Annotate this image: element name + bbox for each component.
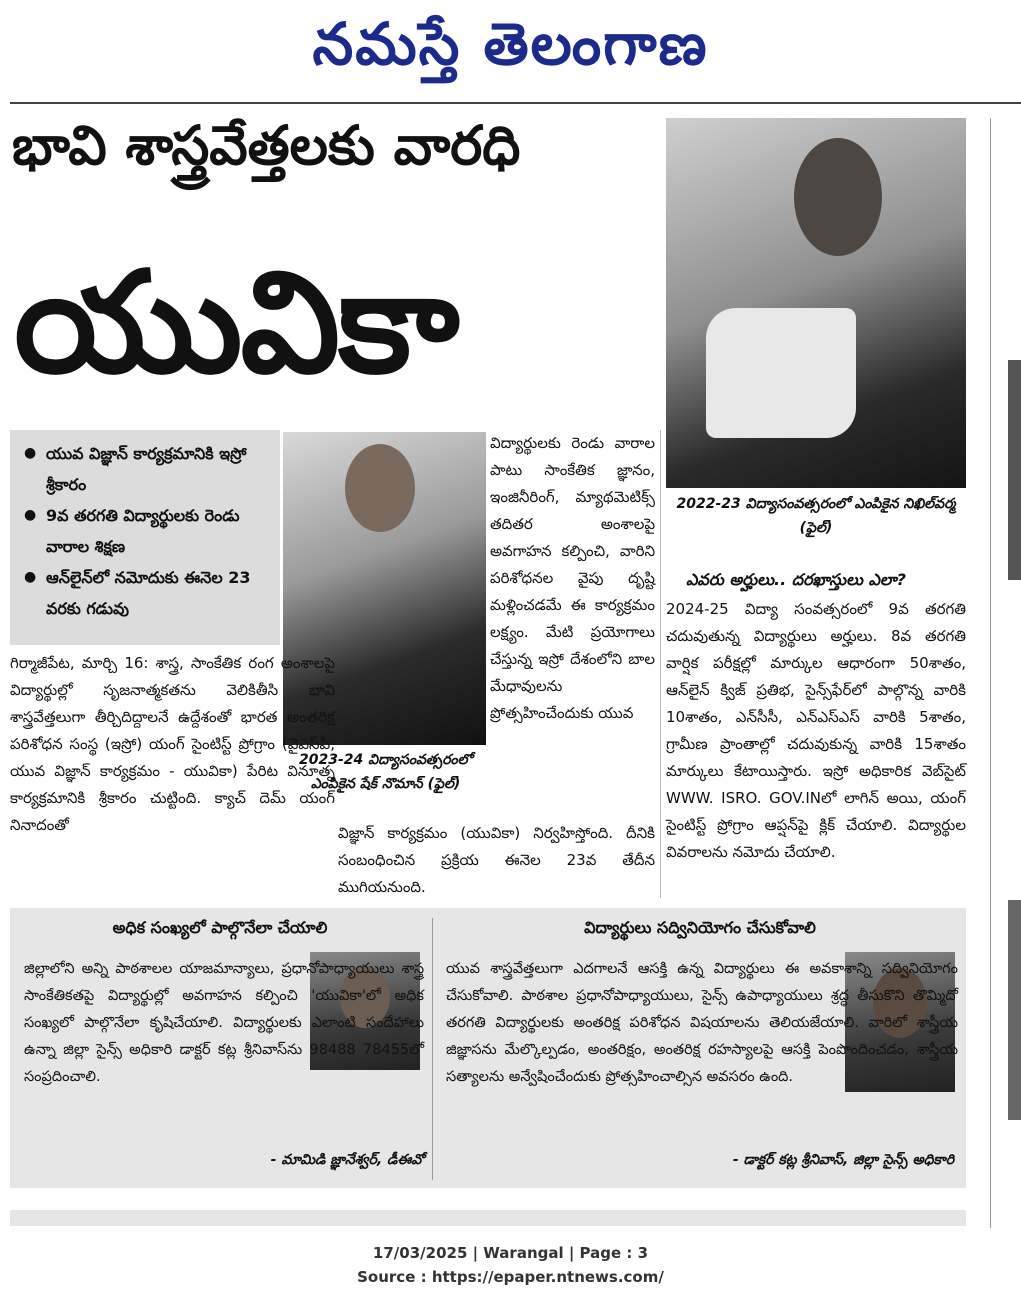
footer-source-link[interactable]: Source : https://epaper.ntnews.com/ (357, 1268, 664, 1286)
highlight-item: ● ఆన్‌లైన్‌లో నమోదుకు ఈనెల 23 వరకు గడువు (24, 562, 274, 624)
column-1-text: గిర్మాజీపేట, మార్చి 16: శాస్త్ర, సాంకేతిక రంగ అంశాలపై విద్యార్థుల్లో సృజనాత్మకతను వెలికితీసి భావి శాస్త్రవేత్తలుగా తీర్చిదిద్దాలనే ఉద్దేశంతో భారత అంతరిక్ష పరిశోధన సంస్థ (ఇస్రో) యంగ్ సైంటిస్ట్ ప్రోగ్రాం (వైఎస్‌పీ, యువ విజ్ఞాన్ కార్యక్రమం - యువికా) పేరిట వినూత్న కార్యక్రమానికి శ్రీకారం చుట్టింది. క్యాచ్ దెమ్ యంగ్ నినాదంతో (10, 654, 335, 834)
rocket-model (706, 308, 856, 438)
column-2-top-text: విద్యార్థులకు రెండు వారాల పాటు సాంకేతిక జ్ఞానం, ఇంజినీరింగ్, మ్యాథమెటిక్స్ తదితర అంశాలపై అవగాహన కల్పించి, వారిని పరిశోధనల వైపు దృష్టి మళ్లించడమే ఈ కార్యక్రమం లక్ష్యం. మేటి ప్రయోగాలు చేస్తున్న ఇస్రో దేశంలోని బాల మేధావులను ప్రోత్సహించేందుకు యువ (490, 434, 655, 722)
adjacent-photo-strip (1008, 360, 1021, 580)
box2-text: యువ శాస్త్రవేత్తలుగా ఎదగాలనే ఆసక్తి ఉన్న విద్యార్థులు ఈ అవకాశాన్ని సద్వినియోగం చేసుకోవాలి. పాఠశాల ప్రధానోపాధ్యాయులు, సైన్స్ ఉపాధ్యాయులు శ్రద్ధ తీసుకొని తొమ్మిదో తరగతి విద్యార్థులకు అంతరిక్ష పరిశోధన విషయాలను తెలియజేయాలి. వారిలో శాస్త్రీయ జిజ్ఞాసను మేల్కొల్పడం, అంతరిక్షం, అంతరిక్ష రహస్యాలపై ఆసక్తి పెంపొందించడం, శాస్త్రీయ సత్యాలను అన్వేషించేందుకు ప్రోత్సహించాల్సిన అవసరం ఉంది. (446, 961, 958, 1085)
eligibility-text: 2024-25 విద్యా సంవత్సరంలో 9వ తరగతి చదువుతున్న విద్యార్థులు అర్హులు. 8వ తరగతి వార్షిక పరీక్షల్లో మార్కుల ఆధారంగా 50శాతం, ఆన్‌లైన్ క్విజ్ ప్రతిభ, సైన్స్‌ఫేర్‌లో పాల్గొన్న వారికి 10శాతం, ఎన్‌సీసీ, ఎన్‌ఎస్‌ఎస్ వారికి 5శాతం, గ్రామీణ ప్రాంతాల్లో చదువుకున్న వారికి 15శాతం మార్కులు కేటాయిస్తారు. ఇస్రో అధికారిక వెబ్‌సైట్ WWW. ISRO. GOV.INలో లాగిన్ అయి, యంగ్ సైంటిస్ట్ ప్రోగ్రాం ఆప్షన్‌పై క్లిక్ చేయాలి. విద్యార్థుల వివరాలను నమోదు చేయాలి. (666, 600, 966, 861)
eligibility-heading: ఎవరు అర్హులు.. దరఖాస్తులు ఎలా? (686, 570, 906, 589)
column-2-bottom-text: విజ్ఞాన్ కార్యక్రమం (యువికా) నిర్వహిస్తోంది. దీనికి సంబంధించిన ప్రక్రియ ఈనెల 23వ తేదీన ముగియనుంది. (338, 824, 655, 896)
column-divider (660, 430, 661, 898)
student-photo-2 (666, 118, 966, 488)
right-edge-divider (990, 118, 991, 1228)
box2-title: విద్యార్థులు సద్వినియోగం చేసుకోవాలి (584, 918, 816, 937)
face-shape (345, 444, 415, 532)
highlight-item: ● 9వ తరగతి విద్యార్థులకు రెండు వారాల శిక్షణ (24, 500, 274, 562)
highlight-item: ● యువ విజ్ఞాన్ కార్యక్రమానికి ఇస్రో శ్రీకారం (24, 438, 274, 500)
headline: భావి శాస్త్రవేత్తలకు వారధి (12, 114, 521, 177)
box1-title: అధిక సంఖ్యలో పాల్గొనేలా చేయాలి (112, 918, 328, 937)
article-title: యువికా (14, 242, 458, 405)
box2-signature: - డాక్టర్ కట్ల శ్రీనివాస్, జిల్లా సైన్స్ అధికారి (732, 1152, 954, 1168)
masthead-rule (10, 102, 1021, 104)
next-article-strip (10, 1210, 966, 1226)
newspaper-logo: నమస్తే తెలంగాణ (312, 10, 709, 78)
photo2-caption: 2022-23 విద్యాసంవత్సరంలో ఎంపికైన నిఖిల్‌వర్మ (ఫైల్) (676, 496, 956, 536)
photo1-caption: 2023-24 విద్యాసంవత్సరంలో ఎంపికైన షేక్ నొమాన్ (ఫైల్) (298, 752, 473, 792)
quotes-divider (432, 918, 433, 1180)
box1-signature: - మామిడి జ్ఞానేశ్వర్, డీఈవో (270, 1152, 424, 1168)
highlights-box (10, 430, 280, 645)
box1-text: జిల్లాలోని అన్ని పాఠశాలల యాజమాన్యాలు, ప్రధానోపాధ్యాయులు శాస్త్ర సాంకేతికతపై విద్యార్థుల్లో అవగాహన కల్పించి 'యువికా'లో అధిక సంఖ్యలో పాల్గొనేలా కృషిచేయాలి. విద్యార్థులకు ఎలాంటి సందేహాలు ఉన్నా జిల్లా సైన్స్ అధికారి డాక్టర్ కట్ల శ్రీనివాస్‌ను 98488 78455లో సంప్రదించాలి. (24, 961, 424, 1085)
footer-date-line: 17/03/2025 | Warangal | Page : 3 (372, 1244, 649, 1262)
face-shape (794, 138, 882, 256)
adjacent-photo-strip (1008, 900, 1021, 1120)
masthead (0, 0, 1021, 100)
